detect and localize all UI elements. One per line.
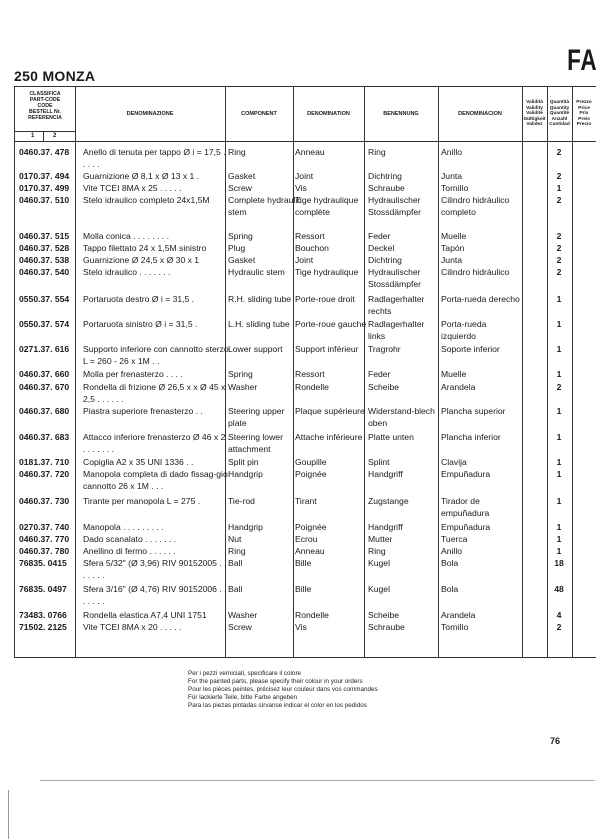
- table-row: [15, 183, 596, 195]
- english-description: R.H. sliding tube: [228, 294, 292, 304]
- page-number: 76: [550, 736, 561, 746]
- spanish-description: Arandela: [441, 382, 476, 392]
- spanish-description: Plancha inferior: [441, 432, 501, 442]
- table-row: [15, 294, 596, 318]
- sub-col-1: 1: [31, 133, 35, 139]
- italian-description: Manopola . . . . . . . . .: [83, 522, 164, 532]
- quantity: 4: [556, 610, 562, 620]
- table-row: [15, 610, 596, 622]
- part-code: 71502. 2125: [19, 622, 67, 632]
- header-german: BENENNUNG: [383, 110, 419, 117]
- german-description: Handgriff: [368, 522, 403, 532]
- german-description: Scheibe: [368, 610, 400, 620]
- quantity: 18: [554, 558, 564, 568]
- german-description: Hydraulischer Stossdämpfer: [368, 195, 422, 217]
- french-description: Bouchon: [295, 243, 329, 253]
- italian-description: Tirante per manopola L = 275 .: [83, 496, 201, 506]
- italian-description: Rondella di frizione Ø 26,5 x x Ø 45 x 2,5 . . . . . .: [83, 382, 226, 404]
- french-description: Ressort: [295, 231, 325, 241]
- spanish-description: Plancha superior: [441, 406, 506, 416]
- spanish-description: Muelle: [441, 231, 467, 241]
- english-description: Hydraulic stem: [228, 267, 285, 277]
- spanish-description: Muelle: [441, 369, 467, 379]
- italian-description: Portaruota destro Ø i = 31,5 .: [83, 294, 195, 304]
- part-code: 0460.37. 510: [19, 195, 70, 205]
- part-code: 0271.37. 616: [19, 344, 70, 354]
- italian-description: Attacco inferiore frenasterzo Ø 46 x 2 . . . . . . . .: [83, 432, 231, 454]
- french-description: Rondelle: [295, 610, 329, 620]
- table-row: [15, 243, 596, 255]
- spanish-description: Porta-rueda derecho: [441, 294, 520, 304]
- table-row: [15, 469, 596, 495]
- spanish-description: Porta-rueda izquierdo: [441, 319, 487, 341]
- model-title: 250 MONZA: [14, 68, 96, 84]
- italian-description: Vite TCEI 8MA x 25 . . . . .: [83, 183, 182, 193]
- painted-parts-note: Per i pezzi verniciati, specificare il colore For the painted parts, please specify their colour in your orders Pour les pièces peintes, précisez leur couleur dans vos commandes Für lackierte Teile, bitte Farbe angeben Para las piezas pintadas sírvanse indicar el color en los pedidos: [188, 670, 378, 709]
- table-row: [15, 344, 596, 368]
- quantity: 1: [556, 406, 562, 416]
- header-validity: Validità Validity Validité Gültigkeit Validez: [523, 100, 546, 128]
- french-description: Porte-roue droit: [295, 294, 355, 304]
- french-description: Tige hydraulique complète: [295, 195, 359, 217]
- part-code: 0550.37. 554: [19, 294, 70, 304]
- italian-description: Manopola completa di dado fissag-gio cannotto 26 x 1M . . .: [83, 469, 228, 491]
- header-spanish: DENOMINACION: [458, 110, 502, 117]
- quantity: 2: [556, 147, 562, 157]
- quantity: 1: [556, 432, 562, 442]
- french-description: Vis: [295, 183, 307, 193]
- german-description: Schraube: [368, 183, 405, 193]
- german-description: Platte unten: [368, 432, 414, 442]
- italian-description: Molla conica . . . . . . . .: [83, 231, 169, 241]
- german-description: Handgriff: [368, 469, 403, 479]
- french-description: Vis: [295, 622, 307, 632]
- spanish-description: Anillo: [441, 147, 463, 157]
- english-description: Screw: [228, 622, 252, 632]
- italian-description: Vite TCEI 8MA x 20 . . . . .: [83, 622, 182, 632]
- german-description: Dichtring: [368, 171, 402, 181]
- french-description: Attache inférieure: [295, 432, 363, 442]
- italian-description: Copiglia A2 x 35 UNI 1336 . .: [83, 457, 194, 467]
- table-row: [15, 382, 596, 406]
- divider: [8, 790, 9, 839]
- english-description: Gasket: [228, 171, 256, 181]
- table-row: [15, 432, 596, 456]
- italian-description: Supporto inferiore con cannotto sterzo L = 260 - 26 x 1M . .: [83, 344, 229, 366]
- spanish-description: Tuerca: [441, 534, 468, 544]
- table-row: [15, 195, 596, 230]
- german-description: Hydraulischer Stossdämpfer: [368, 267, 422, 289]
- french-description: Porte-roue gauche: [295, 319, 367, 329]
- french-description: Tirant: [295, 496, 317, 506]
- french-description: Joint: [295, 171, 314, 181]
- english-description: Plug: [228, 243, 246, 253]
- german-description: Schraube: [368, 622, 405, 632]
- english-description: Washer: [228, 382, 258, 392]
- german-description: Splint: [368, 457, 390, 467]
- part-code: 0460.37. 730: [19, 496, 70, 506]
- spanish-description: Bola: [441, 558, 459, 568]
- italian-description: Guarnizione Ø 8,1 x Ø 13 x 1 .: [83, 171, 200, 181]
- divider: [40, 780, 595, 781]
- italian-description: Sfera 3/16" (Ø 4,76) RIV 90152006 . . . . . . .: [83, 584, 227, 606]
- part-code: 76835. 0497: [19, 584, 67, 594]
- table-row: [15, 622, 596, 634]
- french-description: Poignée: [295, 522, 327, 532]
- part-code: 0181.37. 710: [19, 457, 70, 467]
- german-description: Ring: [368, 546, 386, 556]
- part-code: 0460.37. 515: [19, 231, 70, 241]
- table-row: [15, 231, 596, 243]
- part-code: 0460.37. 538: [19, 255, 70, 265]
- french-description: Anneau: [295, 546, 325, 556]
- spanish-description: Cilindro hidráulico completo: [441, 195, 510, 217]
- table-row: [15, 319, 596, 343]
- english-description: Ring: [228, 147, 246, 157]
- quantity: 2: [556, 255, 562, 265]
- quantity: 2: [556, 171, 562, 181]
- english-description: Steering upper plate: [228, 406, 285, 428]
- quantity: 2: [556, 231, 562, 241]
- french-description: Ressort: [295, 369, 325, 379]
- table-row: [15, 584, 596, 608]
- german-description: Radlagerhalter rechts: [368, 294, 425, 316]
- french-description: Plaque supérieure: [295, 406, 365, 416]
- german-description: Scheibe: [368, 382, 400, 392]
- french-description: Anneau: [295, 147, 325, 157]
- part-code: 0460.37. 720: [19, 469, 70, 479]
- french-description: Support inférieur: [295, 344, 359, 354]
- italian-description: Stelo idraulico completo 24x1,5M: [83, 195, 210, 205]
- italian-description: Anellino di fermo . . . . . .: [83, 546, 176, 556]
- header-price: Prezzo Price Prix Preis Precio: [576, 100, 592, 128]
- french-description: Rondelle: [295, 382, 329, 392]
- part-code: 0460.37. 780: [19, 546, 70, 556]
- french-description: Joint: [295, 255, 314, 265]
- german-description: Feder: [368, 231, 391, 241]
- german-description: Deckel: [368, 243, 395, 253]
- quantity: 1: [556, 294, 562, 304]
- part-code: 0550.37. 574: [19, 319, 70, 329]
- quantity: 1: [556, 319, 562, 329]
- spanish-description: Tirador de empuñadura: [441, 496, 490, 518]
- part-code: 0270.37. 740: [19, 522, 70, 532]
- table-row: [15, 496, 596, 520]
- quantity: 2: [556, 622, 562, 632]
- part-code: 0460.37. 680: [19, 406, 70, 416]
- italian-description: Sfera 5/32" (Ø 3,96) RIV 90152005 . . . . . . .: [83, 558, 227, 580]
- german-description: Zugstange: [368, 496, 409, 506]
- english-description: Gasket: [228, 255, 256, 265]
- spanish-description: Tapón: [441, 243, 465, 253]
- quantity: 2: [556, 267, 562, 277]
- spanish-description: Clavija: [441, 457, 467, 467]
- table-row: [15, 522, 596, 534]
- english-description: Ball: [228, 558, 243, 568]
- english-description: Lower support: [228, 344, 283, 354]
- part-code: 0460.37. 670: [19, 382, 70, 392]
- corner-title: FA: [566, 44, 597, 77]
- table-row: [15, 558, 596, 582]
- table-row: [15, 406, 596, 430]
- header-quantity: Quantità Quantity Quantité Anzahl Cantidad: [549, 100, 570, 128]
- german-description: Radlagerhalter links: [368, 319, 425, 341]
- part-code: 73483. 0766: [19, 610, 67, 620]
- english-description: Ball: [228, 584, 243, 594]
- code-subheader: [15, 131, 75, 142]
- quantity: 1: [556, 457, 562, 467]
- header-italian: DENOMINAZIONE: [126, 110, 174, 117]
- spanish-description: Bola: [441, 584, 459, 594]
- german-description: Feder: [368, 369, 391, 379]
- german-description: Ring: [368, 147, 386, 157]
- english-description: Nut: [228, 534, 242, 544]
- italian-description: Rondella elastica A7,4 UNI 1751: [83, 610, 207, 620]
- italian-description: Portaruota sinistro Ø i = 31,5 .: [83, 319, 198, 329]
- french-description: Goupille: [295, 457, 327, 467]
- part-code: 0170.37. 494: [19, 171, 70, 181]
- quantity: 1: [556, 546, 562, 556]
- quantity: 1: [556, 344, 562, 354]
- spanish-description: Empuñadura: [441, 522, 491, 532]
- german-description: Mutter: [368, 534, 393, 544]
- german-description: Tragrohr: [368, 344, 401, 354]
- part-code: 0170.37. 499: [19, 183, 70, 193]
- italian-description: Anello di tenuta per tappo Ø i = 17,5 . . . . . .: [83, 147, 231, 169]
- quantity: 2: [556, 382, 562, 392]
- table-row: [15, 457, 596, 469]
- header-french: DENOMINATION: [307, 110, 350, 117]
- english-description: Handgrip: [228, 522, 263, 532]
- english-description: Complete hydraulic stem: [228, 195, 302, 217]
- italian-description: Guarnizione Ø 24,5 x Ø 30 x 1: [83, 255, 200, 265]
- spanish-description: Tornillo: [441, 183, 469, 193]
- table-row: [15, 267, 596, 293]
- quantity: 1: [556, 469, 562, 479]
- spanish-description: Junta: [441, 255, 463, 265]
- parts-table: [14, 86, 596, 658]
- italian-description: Piastra superiore frenasterzo . .: [83, 406, 203, 416]
- french-description: Bille: [295, 558, 312, 568]
- english-description: Washer: [228, 610, 258, 620]
- quantity: 2: [556, 243, 562, 253]
- quantity: 1: [556, 496, 562, 506]
- table-row: [15, 147, 596, 170]
- part-code: 76835. 0415: [19, 558, 67, 568]
- english-description: Ring: [228, 546, 246, 556]
- spanish-description: Empuñadura: [441, 469, 491, 479]
- spanish-description: Anillo: [441, 546, 463, 556]
- spanish-description: Tornillo: [441, 622, 469, 632]
- german-description: Dichtring: [368, 255, 402, 265]
- part-code: 0460.37. 683: [19, 432, 70, 442]
- french-description: Ecrou: [295, 534, 318, 544]
- sub-col-2: 2: [53, 133, 57, 139]
- english-description: Spring: [228, 231, 253, 241]
- code-header: [15, 87, 75, 141]
- quantity: 1: [556, 522, 562, 532]
- table-row: [15, 255, 596, 267]
- spanish-description: Cilindro hidráulico: [441, 267, 510, 277]
- quantity: 1: [556, 534, 562, 544]
- english-description: Spring: [228, 369, 253, 379]
- italian-description: Tappo filettato 24 x 1,5M sinistro: [83, 243, 207, 253]
- table-row: [15, 171, 596, 183]
- quantity: 48: [554, 584, 564, 594]
- english-description: Screw: [228, 183, 252, 193]
- french-description: Tige hydraulique: [295, 267, 359, 277]
- english-description: L.H. sliding tube: [228, 319, 290, 329]
- table-row: [15, 546, 596, 558]
- english-description: Steering lower attachment: [228, 432, 283, 454]
- part-code: 0460.37. 540: [19, 267, 70, 277]
- quantity: 1: [556, 369, 562, 379]
- quantity: 2: [556, 195, 562, 205]
- german-description: Kugel: [368, 584, 390, 594]
- english-description: Split pin: [228, 457, 259, 467]
- quantity: 1: [556, 183, 562, 193]
- french-description: Bille: [295, 584, 312, 594]
- german-description: Kugel: [368, 558, 390, 568]
- part-code: 0460.37. 770: [19, 534, 70, 544]
- part-code: 0460.37. 478: [19, 147, 70, 157]
- italian-description: Molla per frenasterzo . . . .: [83, 369, 183, 379]
- table-header: [15, 87, 596, 142]
- part-code: 0460.37. 660: [19, 369, 70, 379]
- spanish-description: Arandela: [441, 610, 476, 620]
- spanish-description: Junta: [441, 171, 463, 181]
- code-header-label: CLASSIFICA PART-CODE CODE BESTELL Nr. REFERENCIA: [28, 91, 62, 121]
- english-description: Handgrip: [228, 469, 263, 479]
- table-row: [15, 369, 596, 381]
- italian-description: Dado scanalato . . . . . . .: [83, 534, 177, 544]
- part-code: 0460.37. 528: [19, 243, 70, 253]
- italian-description: Stelo idraulico . . . . . . .: [83, 267, 171, 277]
- german-description: Widerstand-blech oben: [368, 406, 435, 428]
- english-description: Tie-rod: [228, 496, 255, 506]
- spanish-description: Soporte inferior: [441, 344, 500, 354]
- header-english: COMPONENT: [241, 110, 277, 117]
- french-description: Poignée: [295, 469, 327, 479]
- table-row: [15, 534, 596, 546]
